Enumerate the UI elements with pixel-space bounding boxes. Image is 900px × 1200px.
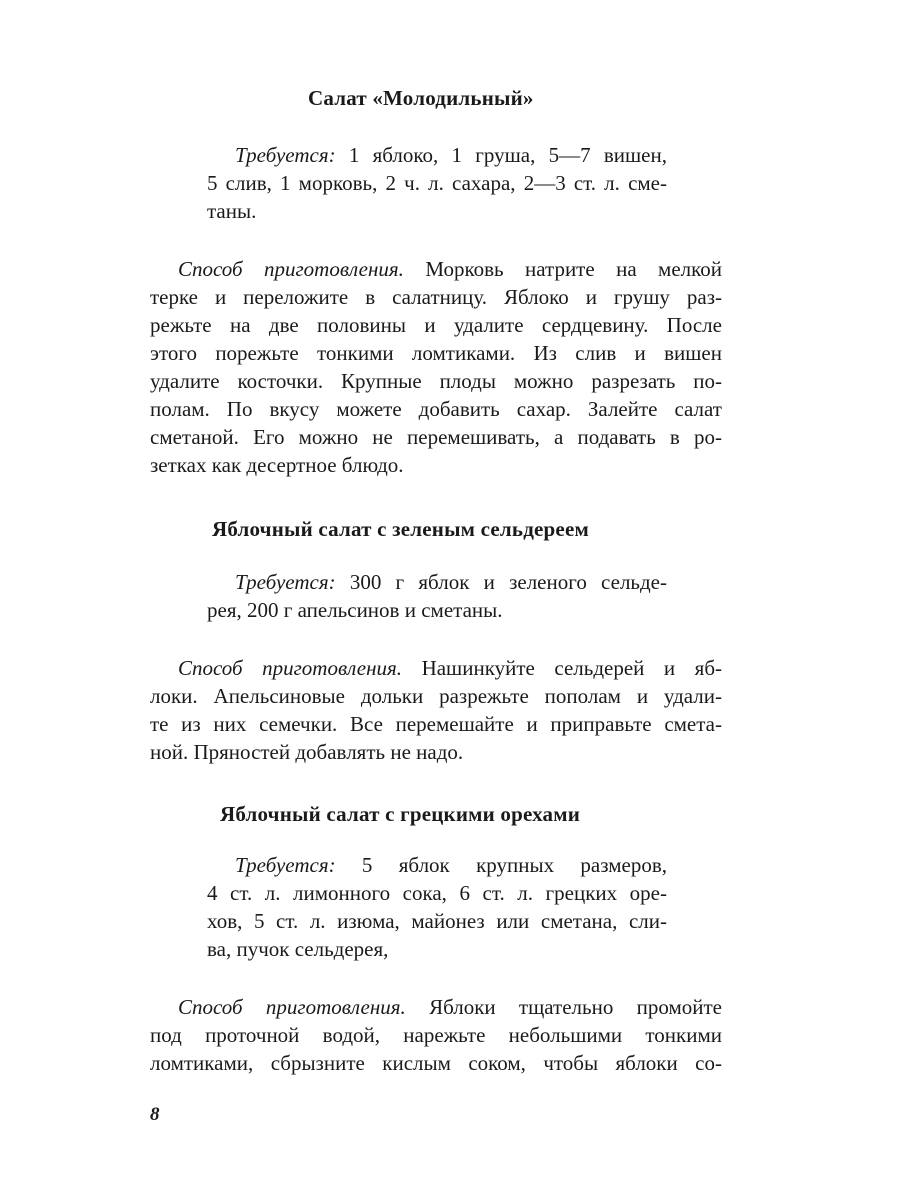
- method-line: удалите косточки. Крупные плоды можно разрезать по-: [150, 369, 722, 393]
- ingredients-block: [207, 568, 667, 624]
- method-line: ломтиками, сбрызните кислым соком, чтобы яблоки со-: [150, 1051, 722, 1075]
- ingredients-label: Требуется:: [235, 143, 336, 167]
- ingredients-line: ва, пучок сельдерея,: [207, 937, 389, 961]
- method-line: ной. Пряностей добавлять не надо.: [150, 740, 464, 764]
- ingredients-label: Требуется:: [235, 853, 336, 877]
- ingredients-line: 4 ст. л. лимонного сока, 6 ст. л. грецких оре-: [207, 881, 667, 905]
- ingredients-text: 300 г яблок и зеленого сельде-: [349, 570, 668, 594]
- method-block: [150, 255, 722, 479]
- method-text: Нашинкуйте сельдерей и яб-: [421, 656, 723, 680]
- method-line: полам. По вкусу можете добавить сахар. Залейте салат: [150, 397, 722, 421]
- recipe-title: Яблочный салат с грецкими орехами: [220, 802, 581, 826]
- method-line: этого порежьте тонкими ломтиками. Из слив и вишен: [150, 341, 722, 365]
- ingredients-line: [207, 851, 667, 879]
- method-line: [150, 255, 722, 283]
- method-line: режьте на две половины и удалите сердцевину. После: [150, 313, 722, 337]
- method-label: Способ приготовления.: [178, 257, 404, 281]
- method-label: Способ приготовления.: [178, 656, 403, 680]
- method-line: зетках как десертное блюдо.: [150, 453, 404, 477]
- recipe-title: Салат «Молодильный»: [308, 86, 534, 110]
- ingredients-label: Требуется:: [235, 570, 336, 594]
- ingredients-line: таны.: [207, 199, 257, 223]
- ingredients-block: [207, 851, 667, 963]
- ingredients-line: 5 слив, 1 морковь, 2 ч. л. сахара, 2—3 ст. л. сме-: [207, 171, 667, 195]
- ingredients-text: 5 яблок крупных размеров,: [361, 853, 668, 877]
- method-line: терке и переложите в салатницу. Яблоко и грушу раз-: [150, 285, 722, 309]
- method-label: Способ приготовления.: [178, 995, 406, 1019]
- recipe-title: Яблочный салат с зеленым сельдереем: [212, 517, 589, 541]
- ingredients-line: [207, 568, 667, 596]
- ingredients-line: хов, 5 ст. л. изюма, майонез или сметана, сли-: [207, 909, 667, 933]
- method-line: под проточной водой, нарежьте небольшими тонкими: [150, 1023, 722, 1047]
- method-line: сметаной. Его можно не перемешивать, а подавать в ро-: [150, 425, 722, 449]
- method-block: [150, 993, 722, 1077]
- ingredients-block: [207, 141, 667, 225]
- method-block: [150, 654, 722, 766]
- method-line: локи. Апельсиновые дольки разрежьте пополам и удали-: [150, 684, 722, 708]
- ingredients-text: 1 яблоко, 1 груша, 5—7 вишен,: [348, 143, 667, 167]
- ingredients-line: [207, 141, 667, 169]
- method-text: Морковь натрите на мелкой: [425, 257, 722, 281]
- ingredients-line: рея, 200 г апельсинов и сметаны.: [207, 598, 503, 622]
- method-line: те из них семечки. Все перемешайте и приправьте смета-: [150, 712, 722, 736]
- method-text: Яблоки тщательно промойте: [429, 995, 722, 1019]
- method-line: [150, 993, 722, 1021]
- method-line: [150, 654, 722, 682]
- page-number: 8: [150, 1104, 160, 1125]
